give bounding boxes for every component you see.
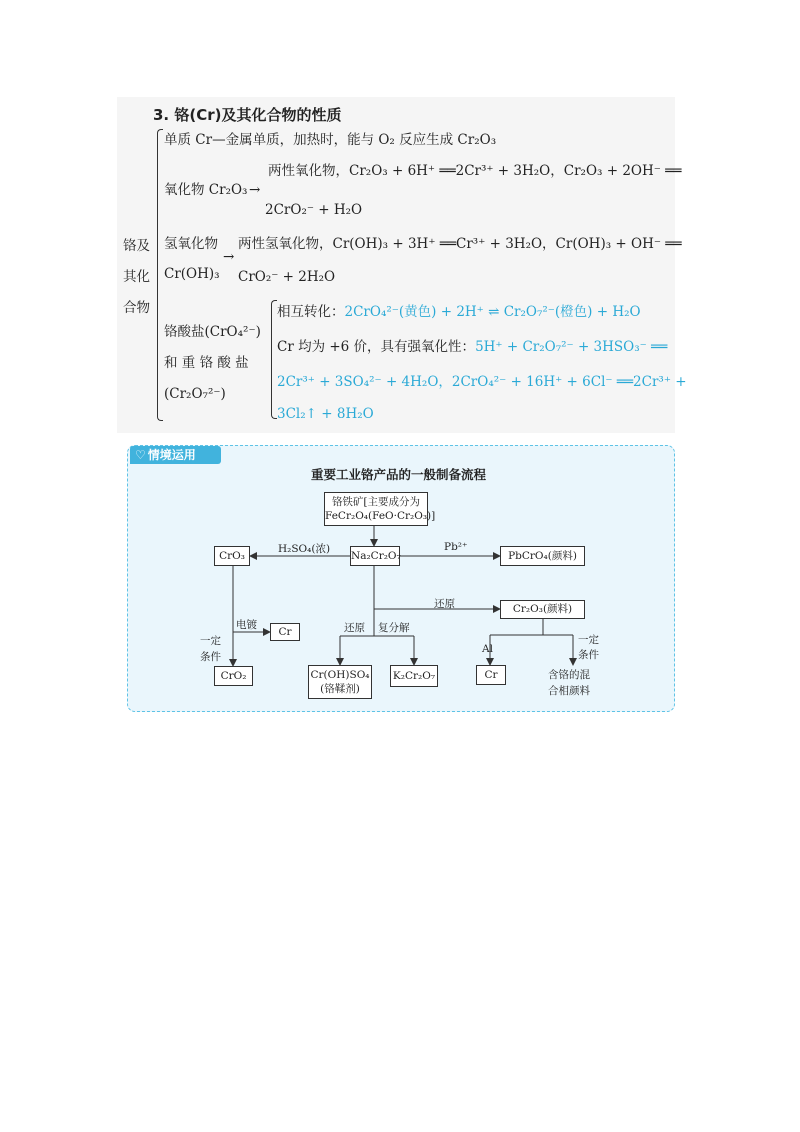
node-mixed-pigment-line-2: 合相颜料	[548, 685, 590, 697]
node-chromite-ore	[324, 492, 436, 526]
label-h2so4: H₂SO₄(浓)	[278, 543, 331, 555]
chromate-label-1: 铬酸盐(CrO₄²⁻)	[164, 324, 261, 340]
flow-title: 重要工业铬产品的一般制备流程	[311, 467, 487, 482]
oxide-label: 氧化物 Cr₂O₃	[164, 182, 248, 198]
label-reduce-upper: 还原	[434, 598, 455, 610]
hydroxide-arrow: →	[223, 249, 235, 265]
node-tanning-agent-line-2: (铬鞣剂)	[320, 683, 360, 695]
label-electroplating: 电镀	[236, 619, 257, 631]
context-tag-label: 情境运用	[147, 448, 196, 462]
node-chromite-ore-line-2: FeCr₂O₄(FeO·Cr₂O₃)]	[325, 510, 436, 522]
node-cro2: CrO₂	[214, 666, 253, 686]
section-title: 3. 铬(Cr)及其化合物的性质	[153, 106, 342, 124]
chromate-line-4: 3Cl₂↑ + 8H₂O	[277, 406, 374, 422]
node-potassium-dichromate: K₂Cr₂O₇	[390, 665, 438, 687]
root-label-3: 合物	[123, 300, 150, 316]
label-condition-left-1: 一定	[200, 635, 221, 647]
label-al: Al	[482, 643, 493, 655]
node-cr2o3: Cr₂O₃(颜料)	[500, 600, 585, 619]
oxide-line-2: 2CrO₂⁻ + H₂O	[265, 202, 363, 218]
node-chromite-ore-line-1: 铬铁矿[主要成分为	[331, 496, 421, 508]
hydroxide-line-1: 两性氢氧化物，Cr(OH)₃ + 3H⁺ ══Cr³⁺ + 3H₂O，Cr(OH)₃ + OH⁻ ══	[238, 236, 682, 252]
node-mixed-pigment-line-1: 含铬的混	[548, 669, 590, 681]
node-cr-aluminothermic: Cr	[476, 665, 506, 685]
label-condition-left-2: 条件	[200, 651, 221, 663]
node-lead-chromate: PbCrO₄(颜料)	[500, 546, 585, 566]
oxide-line-1: 两性氧化物，Cr₂O₃ + 6H⁺ ══2Cr³⁺ + 3H₂O，Cr₂O₃ + 2OH⁻ ══	[268, 163, 682, 179]
root-label-2: 其化	[123, 269, 150, 285]
chromate-line-3: 2Cr³⁺ + 3SO₄²⁻ + 4H₂O，2CrO₄²⁻ + 16H⁺ + 6Cl⁻ ══2Cr³⁺ +	[277, 374, 687, 390]
node-tanning-agent	[308, 665, 372, 699]
root-label-1: 铬及	[123, 238, 150, 254]
lightbulb-icon: ♡	[135, 448, 146, 462]
hydroxide-label-2: Cr(OH)₃	[164, 266, 220, 282]
label-metathesis: 复分解	[378, 622, 410, 634]
chromate-label-3: (Cr₂O₇²⁻)	[164, 386, 226, 402]
label-condition-right-1: 一定	[578, 634, 599, 646]
label-pb2: Pb²⁺	[444, 541, 468, 553]
node-cro3: CrO₃	[214, 546, 250, 566]
chromate-line-1-equation: 2CrO₄²⁻(黄色) + 2H⁺ ⇌ Cr₂O₇²⁻(橙色) + H₂O	[344, 304, 641, 320]
oxide-arrow: →	[249, 182, 261, 198]
chromate-label-2: 和 重 铬 酸 盐	[164, 355, 249, 371]
node-sodium-dichromate: Na₂Cr₂O₇	[350, 546, 400, 566]
node-cr-plating: Cr	[270, 623, 300, 641]
hydroxide-label-1: 氢氧化物	[164, 236, 218, 252]
chromate-line-1-prefix: 相互转化：	[277, 304, 345, 320]
chromate-line-2-equation: 5H⁺ + Cr₂O₇²⁻ + 3HSO₃⁻ ══	[475, 339, 668, 355]
node-tanning-agent-line-1: Cr(OH)SO₄	[310, 669, 370, 681]
label-condition-right-2: 条件	[578, 649, 599, 661]
chromate-line-2-prefix: Cr 均为 +6 价，具有强氧化性：	[277, 339, 476, 355]
label-reduce-lower: 还原	[344, 622, 365, 634]
hydroxide-line-2: CrO₂⁻ + 2H₂O	[238, 269, 336, 285]
simple-substance-line: 单质 Cr—金属单质，加热时，能与 O₂ 反应生成 Cr₂O₃	[164, 132, 497, 148]
